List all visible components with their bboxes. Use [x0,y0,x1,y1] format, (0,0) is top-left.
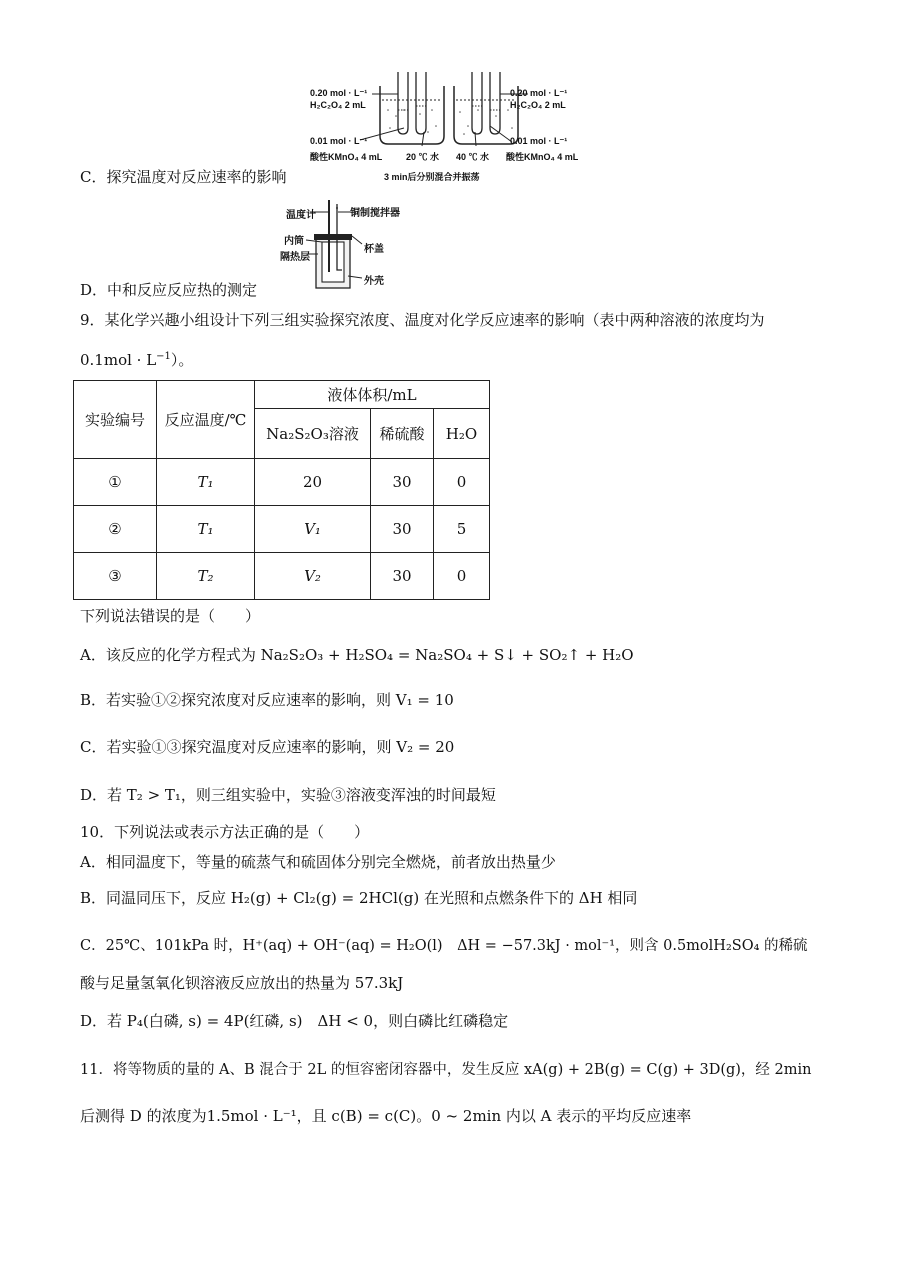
option-c-text: C．探究温度对反应速率的影响 [80,168,287,186]
q9-stem-end: ）。 [170,351,194,369]
inner-cylinder-label: 内筒 [284,236,304,247]
q9-option-c: C．若实验①③探究温度对反应速率的影响，则 V₂ = 20 [80,738,455,756]
cell-acid: 30 [371,553,434,600]
cell-id: ③ [74,553,157,600]
right-conc-4: 酸性KMnO₄ 4 mL [506,152,579,162]
cell-temp: T₁ [157,506,255,553]
lid-label: 杯盖 [364,244,384,255]
left-conc-4: 酸性KMnO₄ 4 mL [310,152,383,162]
thermometer-label: 温度计 [286,210,316,221]
right-conc-2: H₂C₂O₄ 2 mL [510,100,566,110]
q9-concentration-exponent: −1 [156,351,171,362]
option-d-text: D．中和反应反应热的测定 [80,281,258,299]
experiment-table [73,380,490,600]
cell-na: 20 [255,459,371,506]
left-water-label: 20 ℃ 水 [406,152,440,162]
cell-na: V₂ [255,553,371,600]
cell-water: 0 [434,553,490,600]
cell-acid: 30 [371,459,434,506]
q9-ask: 下列说法错误的是（ ） [80,607,261,625]
table-row [74,553,490,600]
q9-option-d: D．若 T₂ > T₁，则三组实验中，实验③溶液变浑浊的时间最短 [80,786,496,804]
cell-water: 0 [434,459,490,506]
header-sulfuric-acid: 稀硫酸 [371,409,434,459]
table-row [74,506,490,553]
header-temperature: 反应温度/℃ [157,381,255,459]
cell-id: ① [74,459,157,506]
cell-id: ② [74,506,157,553]
q9-option-a: A．该反应的化学方程式为 Na₂S₂O₃ + H₂SO₄ = Na₂SO₄ + S↓ + SO₂↑ + H₂O [80,646,634,664]
q11-line1: 11．将等物质的量的 A、B 混合于 2L 的恒容密闭容器中，发生反应 xA(g) + 2B(g) = C(g) + 3D(g)，经 2min [80,1062,812,1078]
left-conc-2: H₂C₂O₄ 2 mL [310,100,366,110]
cell-temp: T₂ [157,553,255,600]
cell-acid: 30 [371,506,434,553]
right-water-label: 40 ℃ 水 [456,152,490,162]
header-experiment-id: 实验编号 [74,381,157,459]
q10-option-d: D．若 P₄(白磷, s) = 4P(红磷, s) ΔH < 0，则白磷比红磷稳定 [80,1012,509,1030]
stirrer-label: 铜制搅拌器 [350,208,400,219]
q10-option-b: B．同温同压下，反应 H₂(g) + Cl₂(g) = 2HCl(g) 在光照和点燃条件下的 ΔH 相同 [80,889,638,907]
header-na2s2o3: Na₂S₂O₃溶液 [255,409,371,459]
figure-c [300,70,600,190]
q10-option-c-line1: C．25℃、101kPa 时，H⁺(aq) + OH⁻(aq) = H₂O(l) ΔH = −57.3kJ · mol⁻¹，则含 0.5molH₂SO₄ 的稀硫 [80,938,808,954]
cell-na: V₁ [255,506,371,553]
q10-stem: 10．下列说法或表示方法正确的是（ ） [80,823,370,841]
cell-temp: T₁ [157,459,255,506]
q9-stem-line1: 9．某化学兴趣小组设计下列三组实验探究浓度、温度对化学反应速率的影响（表中两种溶液的浓度均为 [80,311,765,329]
q10-option-c-line2: 酸与足量氢氧化钡溶液反应放出的热量为 57.3kJ [80,974,404,992]
right-conc-1: 0.20 mol · L⁻¹ [510,88,568,98]
right-conc-3: 0.01 mol · L⁻¹ [510,136,568,146]
q9-stem-line2 [80,347,193,370]
q10-option-a: A．相同温度下，等量的硫蒸气和硫固体分别完全燃烧，前者放出热量少 [80,853,556,871]
shell-label: 外壳 [364,276,384,287]
insulation-label: 隔热层 [280,252,310,263]
figure-c-caption: 3 min后分别混合并振荡 [384,172,480,182]
header-liquid-volume: 液体体积/mL [255,381,490,409]
cell-water: 5 [434,506,490,553]
left-conc-3: 0.01 mol · L⁻¹ [310,136,368,146]
header-water: H₂O [434,409,490,459]
left-conc-1: 0.20 mol · L⁻¹ [310,88,368,98]
figure-d [280,198,420,293]
table-row [74,459,490,506]
q9-concentration: 0.1mol · L [80,351,157,369]
q11-line2: 后测得 D 的浓度为1.5mol · L⁻¹，且 c(B) = c(C)。0 ~ 2min 内以 A 表示的平均反应速率 [80,1107,692,1125]
q9-option-b: B．若实验①②探究浓度对反应速率的影响，则 V₁ = 10 [80,691,454,709]
